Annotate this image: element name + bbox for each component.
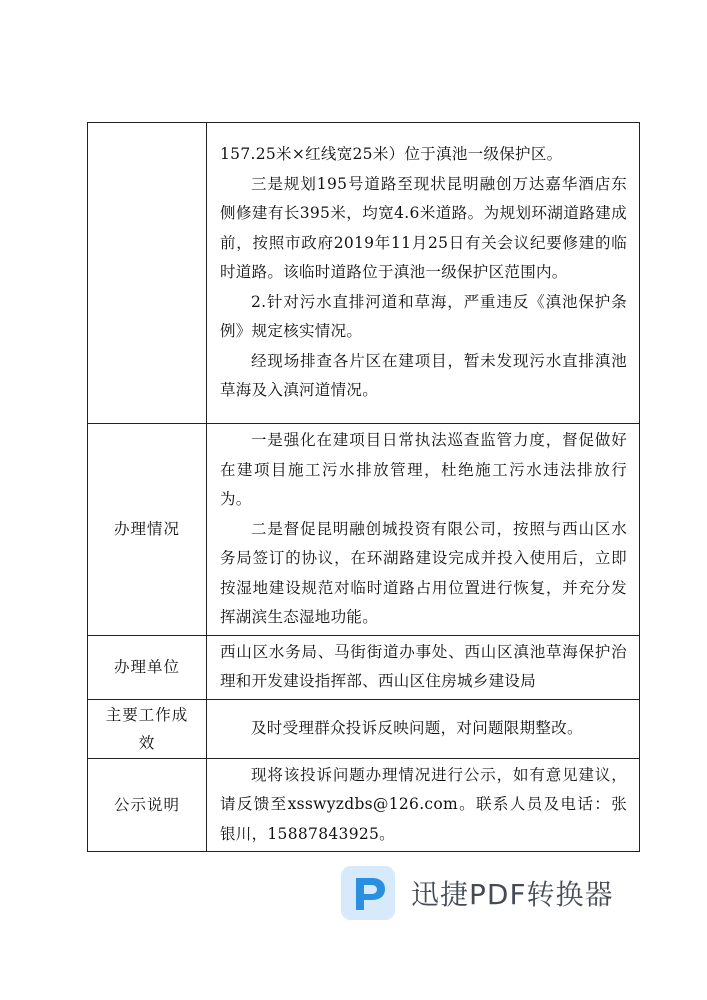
table-row-continuation <box>88 123 640 424</box>
row-content-units <box>207 635 640 699</box>
paragraph-units: 西山区水务局、马街街道办事处、西山区滇池草海保护治理和开发建设指挥部、西山区住房城乡建设局 <box>220 642 627 690</box>
paragraph-results: 及时受理群众投诉反映问题，对问题限期整改。 <box>251 718 583 737</box>
pdf-p-logo-svg <box>341 866 395 920</box>
table-row-results <box>88 699 640 758</box>
row-content-continuation <box>207 123 640 424</box>
paragraph-handling-first: 一是强化在建项目日常执法巡查监管力度，督促做好在建项目施工污水排放管理，杜绝施工污水违法排放行为。 <box>220 431 627 508</box>
watermark <box>341 866 614 920</box>
row-label-empty <box>88 123 207 424</box>
paragraph-third-road: 三是规划195号道路至现状昆明融创万达嘉华酒店东侧修建有长395米，均宽4.6米道路。为规划环湖道路建成前，按照市政府2019年11月25日有关会议纪要修建的临时道路。该临时道路位于滇池一级保护区范围内。 <box>220 174 627 282</box>
watermark-text: 迅捷PDF转换器 <box>411 878 614 911</box>
paragraph-road-width: 157.25米×红线宽25米）位于滇池一级保护区。 <box>220 145 563 164</box>
paragraph-inspection-result: 经现场排查各片区在建项目，暂未发现污水直排滇池草海及入滇河道情况。 <box>220 351 627 400</box>
paragraph-handling-second: 二是督促昆明融创城投资有限公司，按照与西山区水务局签订的协议，在环湖路建设完成并投入使用后，立即按湿地建设规范对临时道路占用位置进行恢复，并充分发挥湖滨生态湿地功能。 <box>220 519 627 626</box>
table-row-notice <box>88 758 640 852</box>
row-label-results <box>88 699 207 758</box>
row-content-handling <box>207 424 640 636</box>
row-label-handling: 办理情况 <box>88 424 207 636</box>
row-content-notice <box>207 758 640 852</box>
row-content-results <box>207 699 640 758</box>
complaint-table <box>87 122 640 852</box>
table-row-handling <box>88 424 640 636</box>
row-label-notice: 公示说明 <box>88 758 207 852</box>
row-label-units: 办理单位 <box>88 635 207 699</box>
table-row-units <box>88 635 640 699</box>
paragraph-notice: 现将该投诉问题办理情况进行公示，如有意见建议，请反馈至xsswyzdbs@126.com。联系人员及电话：张银川，15887843925。 <box>220 765 627 843</box>
paragraph-sewage-check: 2.针对污水直排河道和草海，严重违反《滇池保护条例》规定核实情况。 <box>220 292 627 341</box>
pdf-p-logo-icon <box>341 866 395 920</box>
row-label-results-text: 主要工作成效 <box>105 705 189 752</box>
